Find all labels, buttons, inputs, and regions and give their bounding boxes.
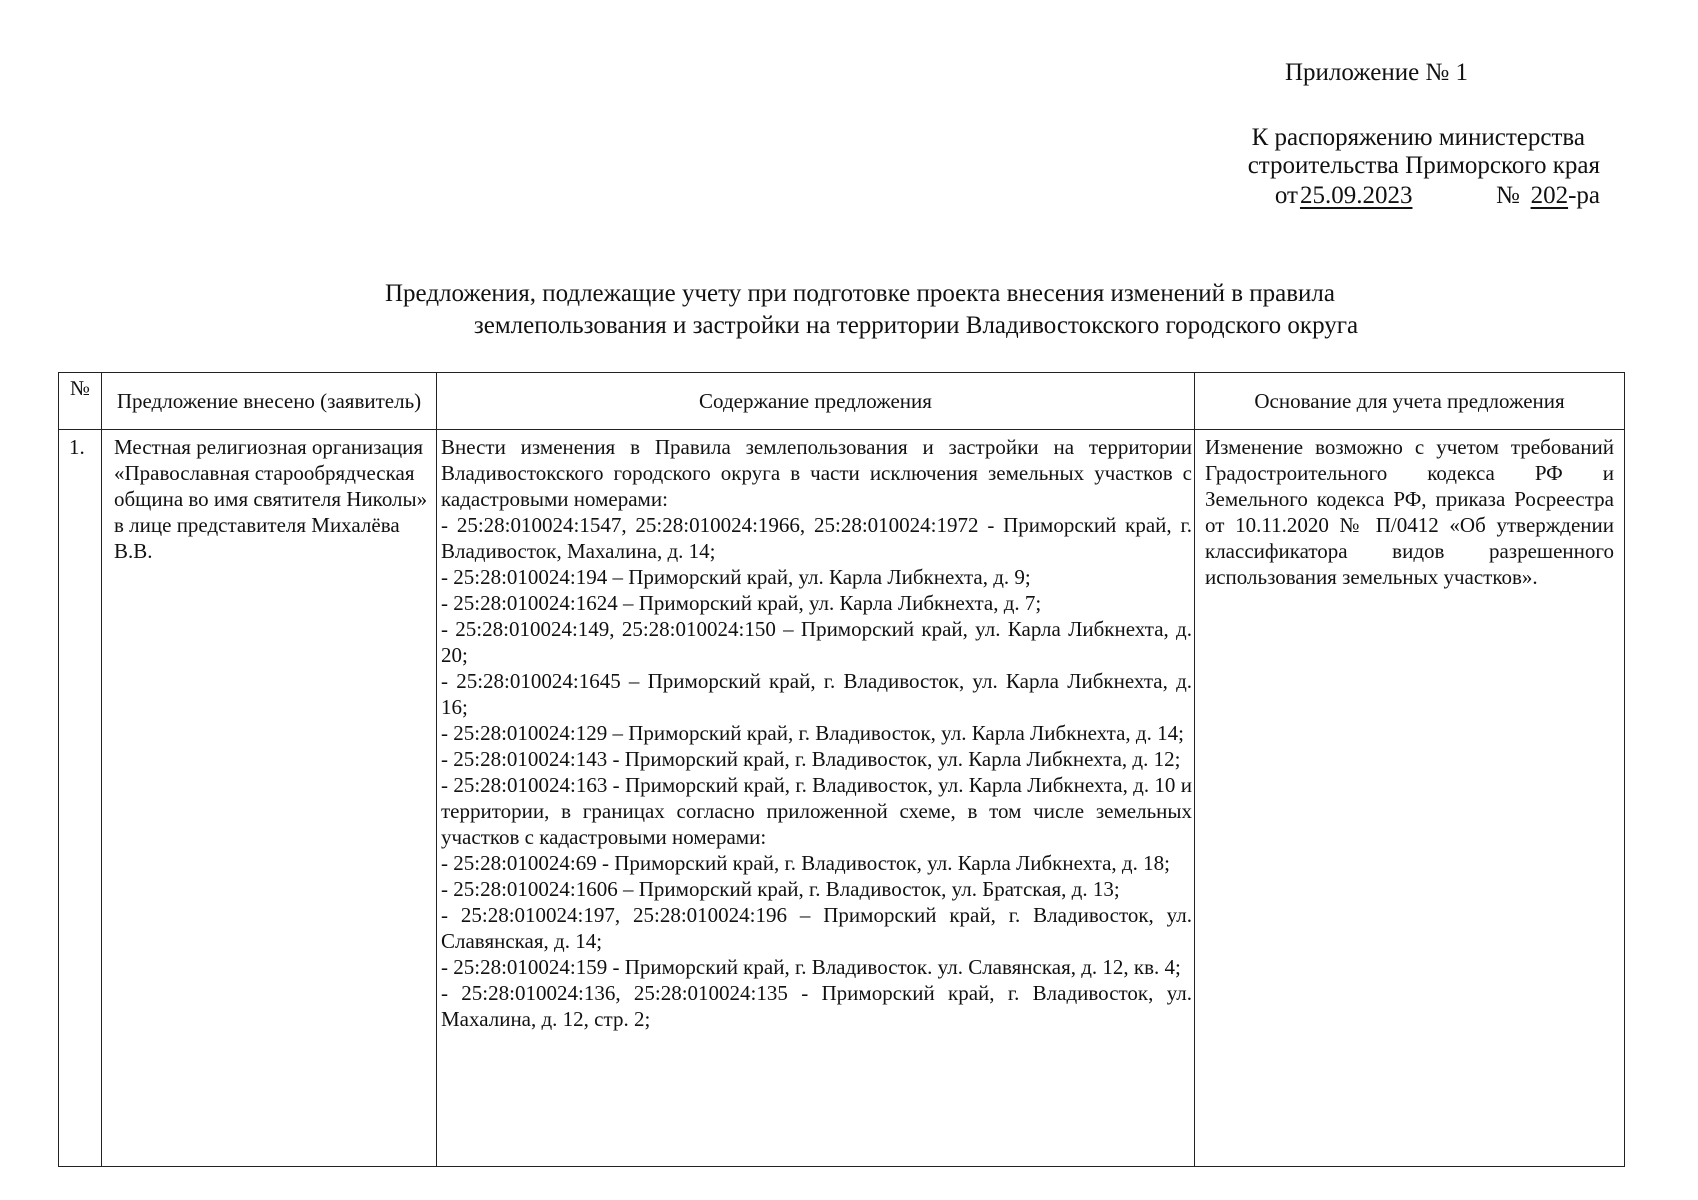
content-line: - 25:28:010024:1624 – Приморский край, ул. Карла Либкнехта, д. 7; — [441, 591, 1042, 615]
content-line: - 25:28:010024:129 – Приморский край, г. Владивосток, ул. Карла Либкнехта, д. 14; — [441, 721, 1184, 745]
column-header-basis: Основание для учета предложения — [1195, 373, 1625, 430]
document-title — [305, 278, 1415, 342]
column-header-content: Содержание предложения — [437, 373, 1195, 430]
table-row — [59, 430, 1625, 1167]
date-prefix: от — [1274, 182, 1298, 209]
content-line: - 25:28:010024:1547, 25:28:010024:1966, 25:28:010024:1972 - Приморский край, г. Владивосток, Махалина, д. 14; — [441, 513, 1192, 563]
decree-date-number-inner — [1275, 182, 1600, 210]
number-prefix: № — [1495, 182, 1520, 209]
appendix-title: Приложение № 1 — [1285, 59, 1469, 86]
content-line: - 25:28:010024:136, 25:28:010024:135 - Приморский край, г. Владивосток, ул. Махалина, д. 12, стр. 2; — [441, 981, 1192, 1031]
column-header-number: № — [59, 373, 102, 430]
document-title-line-2: землепользования и застройки на территории Владивостокского городского округа — [473, 312, 1359, 339]
decree-line-1: К распоряжению министерства — [1251, 124, 1585, 151]
decree-date-number-line — [1180, 182, 1600, 212]
content-line: - 25:28:010024:194 – Приморский край, ул. Карла Либкнехта, д. 9; — [441, 565, 1031, 589]
decree-number-value: 202 — [1530, 182, 1569, 209]
content-line: - 25:28:010024:143 - Приморский край, г. Владивосток, ул. Карла Либкнехта, д. 12; — [441, 747, 1181, 771]
column-header-applicant: Предложение внесено (заявитель) — [102, 373, 437, 430]
content-line: - 25:28:010024:1645 – Приморский край, г. Владивосток, ул. Карла Либкнехта, д. 16; — [441, 669, 1192, 719]
content-line: - 25:28:010024:69 - Приморский край, г. Владивосток, ул. Карла Либкнехта, д. 18; — [441, 851, 1170, 875]
row-applicant: Местная религиозная организация «Православная старообрядческая община во имя святителя Николы» в лице представителя Михалёва В.В. — [102, 430, 437, 1167]
row-basis: Изменение возможно с учетом требований Градостроительного кодекса РФ и Земельного кодекса РФ, приказа Росреестра от 10.11.2020 № П/0412 «Об утверждении классификатора видов разрешенного использования земельных участков». — [1195, 430, 1625, 1167]
content-line: - 25:28:010024:163 - Приморский край, г. Владивосток, ул. Карла Либкнехта, д. 10 и территории, в границах согласно приложенной схеме, в том числе земельных участков с кадастровыми номерами: — [441, 773, 1192, 849]
decree-line-2: строительства Приморского края — [1247, 152, 1600, 179]
content-line: - 25:28:010024:197, 25:28:010024:196 – Приморский край, г. Владивосток, ул. Славянская, д. 14; — [441, 903, 1192, 953]
decree-reference — [1180, 124, 1600, 212]
row-number: 1. — [59, 430, 102, 1167]
content-line: - 25:28:010024:149, 25:28:010024:150 – Приморский край, ул. Карла Либкнехта, д. 20; — [441, 617, 1192, 667]
content-line: - 25:28:010024:1606 – Приморский край, г. Владивосток, ул. Братская, д. 13; — [441, 877, 1120, 901]
row-content — [437, 430, 1195, 1167]
content-line: - 25:28:010024:159 - Приморский край, г. Владивосток. ул. Славянская, д. 12, кв. 4; — [441, 955, 1181, 979]
table-header-row — [59, 373, 1625, 430]
document-title-line-1: Предложения, подлежащие учету при подготовке проекта внесения изменений в правила — [385, 280, 1335, 307]
proposals-table — [58, 372, 1625, 1167]
decree-date-value: 25.09.2023 — [1299, 182, 1413, 209]
number-suffix: -ра — [1568, 182, 1600, 209]
content-line: Внести изменения в Правила землепользования и застройки на территории Владивостокского городского округа в части исключения земельных участков с кадастровыми номерами: — [441, 435, 1192, 511]
